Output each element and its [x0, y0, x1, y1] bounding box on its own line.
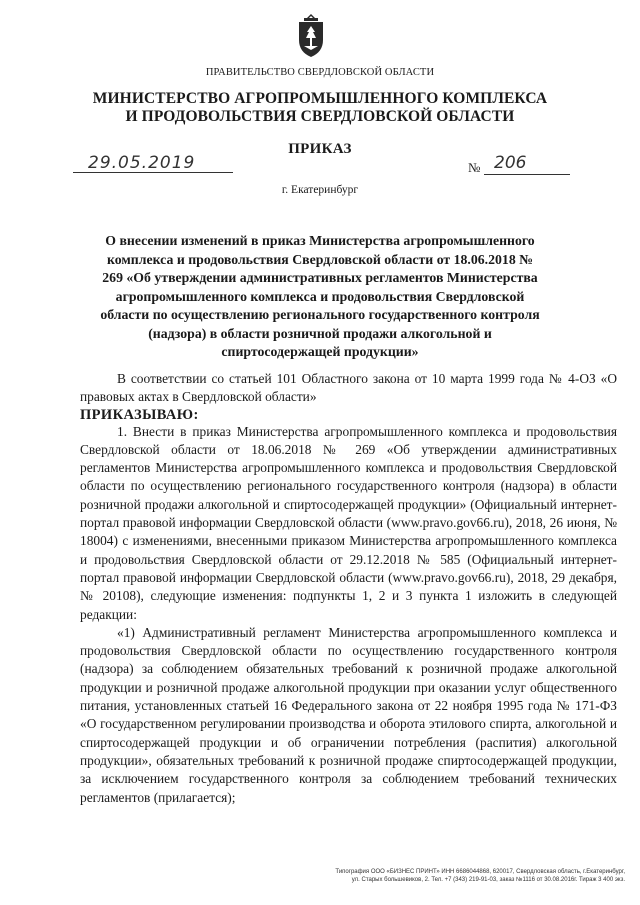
- preamble: В соответствии со статьей 101 Областного закона от 10 марта 1999 года № 4-ОЗ «О правовых актах в Свердловской области»: [80, 371, 617, 405]
- date-underline: [73, 172, 233, 173]
- subitem-1: «1) Административный регламент Министерства агропромышленного комплекса и продовольствия Свердловской области по осуществлению государственного контроля (надзора) за соблюдением обязательных требований к розничной продаже алкогольной продукции и розничной продаже алкогольной продукции при оказании услуг общественного питания, установленных статьей 16 Федерального закона от 22 ноября 1995 года № 171-ФЗ «О государственном регулировании производства и оборота этилового спирта, алкогольной и спиртосодержащей продукции и об ограничении потребления (распития) алкогольной продукции», обязательных требований к розничной продаже спиртосодержащей продукции, за исключением государственного контроля за соблюдением требований технических регламентов (прилагается);: [80, 624, 617, 805]
- ministry-name-line1: МИНИСТЕРСТВО АГРОПРОМЫШЛЕННОГО КОМПЛЕКСА: [92, 90, 548, 107]
- city: г. Екатеринбург: [281, 184, 359, 196]
- order-directive: ПРИКАЗЫВАЮ:: [80, 406, 199, 423]
- ministry-name-line2: И ПРОДОВОЛЬСТВИЯ СВЕРДЛОВСКОЙ ОБЛАСТИ: [125, 108, 515, 125]
- ministry-name: [0, 90, 640, 126]
- coat-of-arms-icon: [296, 12, 326, 58]
- order-body: [80, 370, 617, 807]
- order-date: 29.05.2019: [88, 153, 196, 173]
- number-underline: [484, 174, 570, 175]
- order-number-label: №: [468, 160, 481, 175]
- footer-line2: ул. Старых большевиков, 2. Тел. +7 (343) 219-91-03, заказ №1116 от 30.08.2016г. Тираж 3 400 экз.: [351, 877, 625, 883]
- order-subject: О внесении изменений в приказ Министерства агропромышленного комплекса и продовольствия Свердловской области от 18.06.2018 № 269 «Об утверждении административных регламентов Министерства агропромышленного комплекса и продовольствия Свердловской области по осуществлению регионального государственного контроля (надзора) в области розничной продажи алкогольной и спиртосодержащей продукции»: [100, 233, 540, 359]
- order-title: ПРИКАЗ: [288, 141, 352, 157]
- item-1: 1. Внести в приказ Министерства агропромышленного комплекса и продовольствия Свердловской области от 18.06.2018 № 269 «Об утверждении административных регламентов Министерства агропромышленного комплекса и продовольствия Свердловской области по осуществлению регионального государственного контроля (надзора) в области розничной продажи алкогольной и спиртосодержащей продукции» (Официальный интернет-портал правовой информации Свердловской области (www.pravo.gov66.ru), 2018, 26 июня, № 18004) с изменениями, внесенными приказом Министерства агропромышленного комплекса и продовольствия Свердловской области от 29.12.2018 № 585 (Официальный интернет-портал правовой информации Свердловской области (www.pravo.gov66.ru), 2018, 29 декабря, № 20108), следующие изменения: подпункты 1, 2 и 3 пункта 1 изложить в следующей редакции:: [80, 423, 617, 622]
- footer-line1: Типография ООО «БИЗНЕС ПРИНТ» ИНН 6686044868, 620017, Свердловская область, г.Екатеринбург,: [335, 869, 625, 875]
- order-number: 206: [494, 153, 527, 173]
- printer-footer: [320, 868, 625, 884]
- government-name: ПРАВИТЕЛЬСТВО СВЕРДЛОВСКОЙ ОБЛАСТИ: [205, 67, 435, 78]
